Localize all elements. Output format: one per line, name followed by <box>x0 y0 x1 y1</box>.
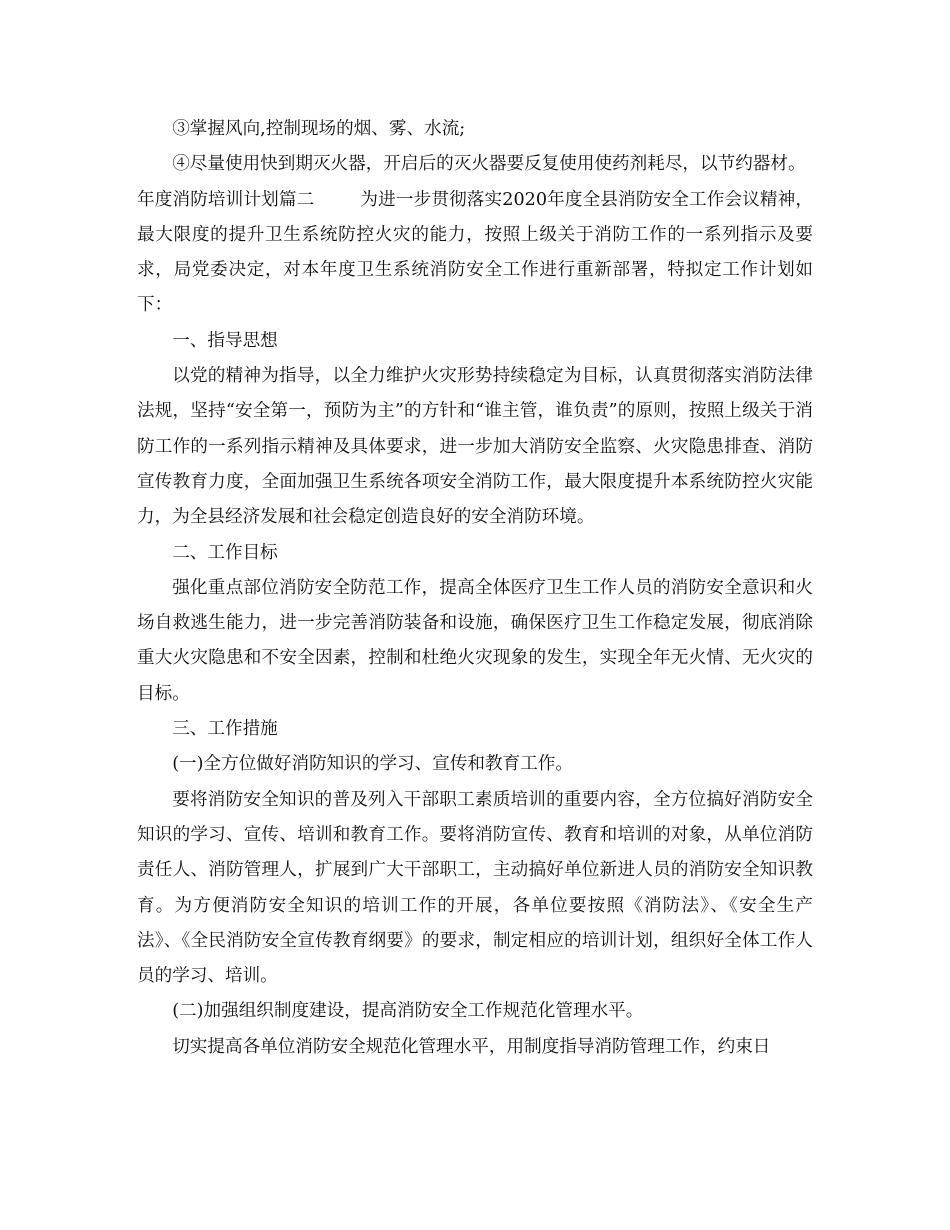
intro-paragraph: 为进一步贯彻落实2020年度全县消防安全工作会议精神，最大限度的提升卫生系统防控火灾的能力，按照上级关于消防工作的一系列指示及要求，局党委决定，对本年度卫生系统消防安全工作进行重新部署，特拟定工作计划如下： <box>137 189 813 316</box>
section-intro <box>137 183 813 324</box>
heading-work-goals: 二、工作目标 <box>172 542 278 563</box>
paragraph-guiding-ideology: 以党的精神为指导，以全力维护火灾形势持续稳定为目标，认真贯彻落实消防法律法规，坚持“安全第一，预防为主”的方针和“谁主管，谁负责”的原则，按照上级关于消防工作的一系列指示精神及具体要求，进一步加大消防安全监察、火灾隐患排查、消防宣传教育力度，全面加强卫生系统各项安全消防工作，最大限度提升本系统防控火灾能力，为全县经济发展和社会稳定创造良好的安全消防环境。 <box>137 366 813 528</box>
document-page <box>137 112 813 1065</box>
paragraph-work-goals: 强化重点部位消防安全防范工作，提高全体医疗卫生工作人员的消防安全意识和火场自救逃生能力，进一步完善消防装备和设施，确保医疗卫生工作稳定发展，彻底消除重大火灾隐患和不安全因素，控制和杜绝火灾现象的发生，实现全年无火情、无火灾的目标。 <box>137 577 813 704</box>
list-item-3: ③掌握风向,控制现场的烟、雾、水流; <box>172 119 466 139</box>
paragraph-organization: 切实提高各单位消防安全规范化管理水平，用制度指导消防管理工作，约束日 <box>172 1036 771 1057</box>
heading-guiding-ideology: 一、指导思想 <box>172 330 278 351</box>
sub-heading-education: (一)全方位做好消防知识的学习、宣传和教育工作。 <box>172 754 573 775</box>
section-title: 年度消防培训计划篇二 <box>137 189 315 210</box>
sub-heading-organization: (二)加强组织制度建设，提高消防安全工作规范化管理水平。 <box>172 1001 644 1022</box>
list-item-4: ④尽量使用快到期灭火器，开启后的灭火器要反复使用使药剂耗尽，以节约器材。 <box>172 154 806 175</box>
heading-work-measures: 三、工作措施 <box>172 719 278 740</box>
paragraph-education: 要将消防安全知识的普及列入干部职工素质培训的重要内容，全方位搞好消防安全知识的学习、宣传、培训和教育工作。要将消防宣传、教育和培训的对象，从单位消防责任人、消防管理人，扩展到广大干部职工，主动搞好单位新进人员的消防安全知识教育。为方便消防安全知识的培训工作的开展，各单位要按照《消防法》、《安全生产法》、《全民消防安全宣传教育纲要》的要求，制定相应的培训计划，组织好全体工作人员的学习、培训。 <box>137 789 813 987</box>
